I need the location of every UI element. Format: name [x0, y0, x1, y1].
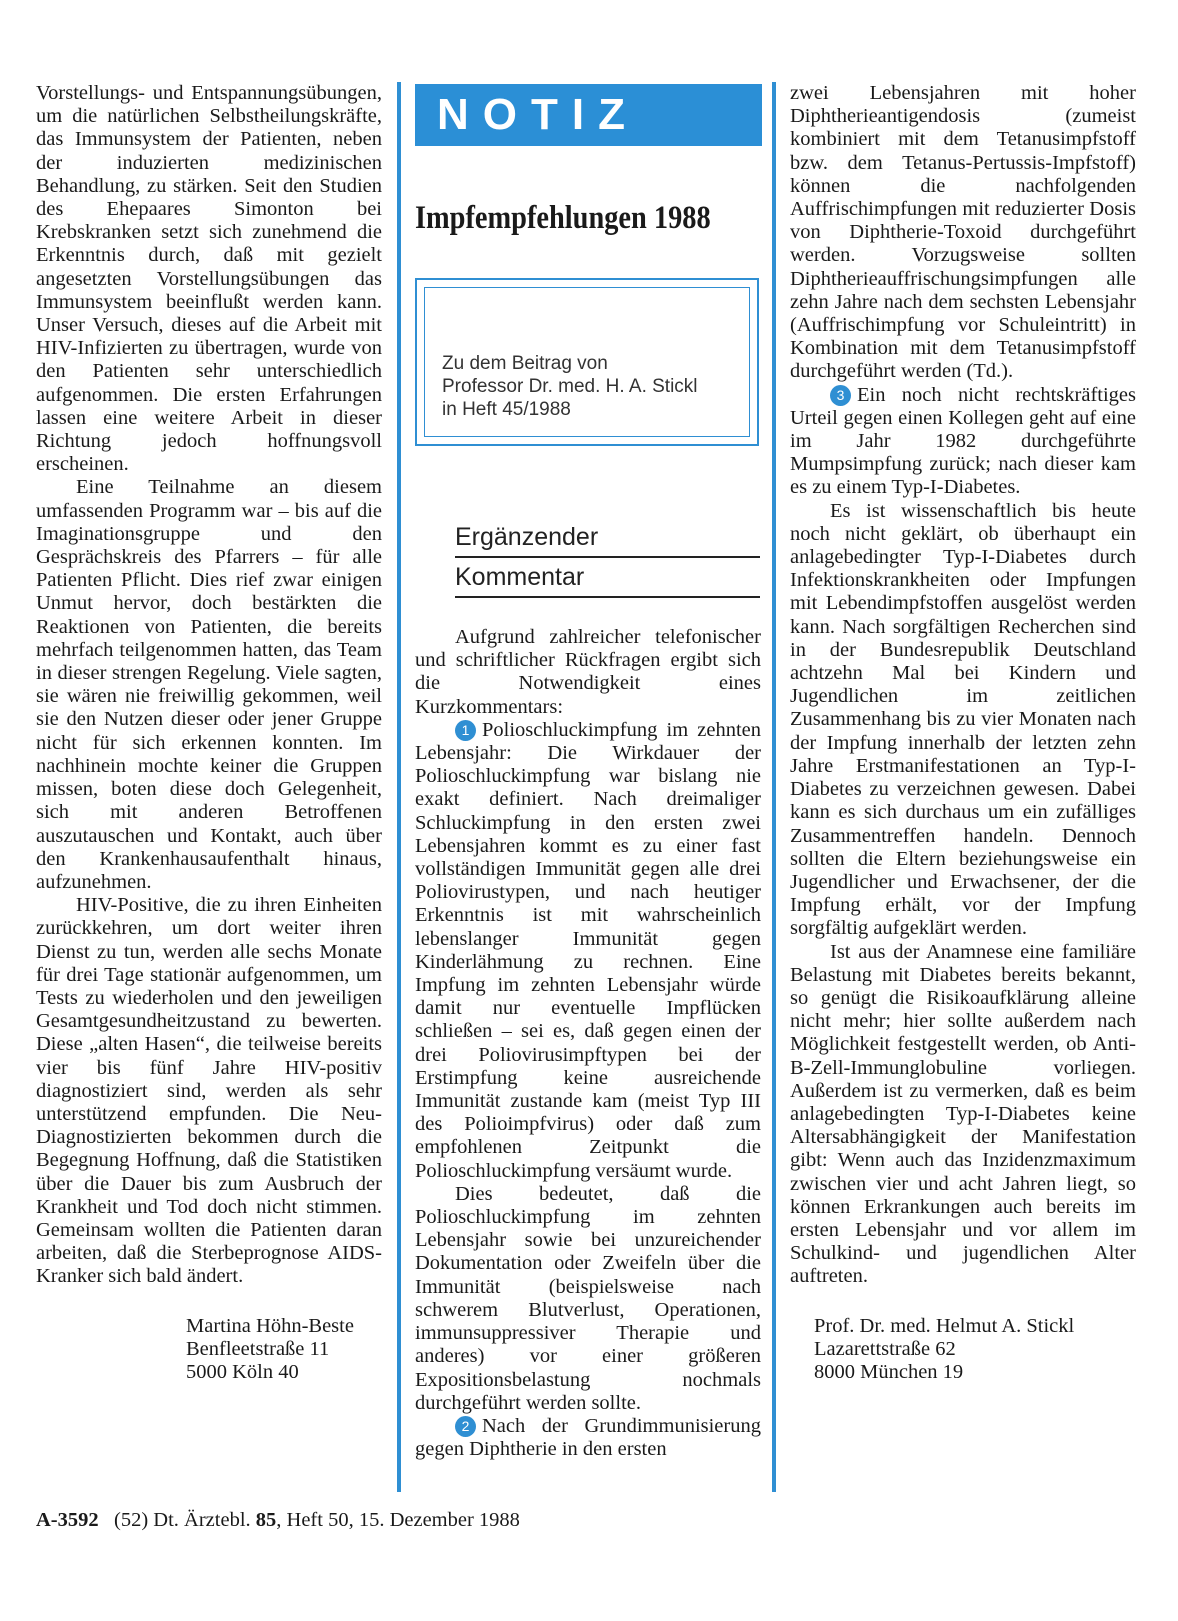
- middle-column: [415, 626, 761, 1461]
- page-number: A-3592: [36, 1509, 99, 1531]
- right-column: [790, 82, 1136, 1384]
- mid-item-2-text: Nach der Grundimmunisierung gegen Diphtherie in den ersten: [415, 1414, 761, 1461]
- reference-line-3: in Heft 45/1988: [442, 399, 571, 420]
- banner-label: NOTIZ: [437, 90, 639, 139]
- left-column: [36, 82, 382, 1384]
- reference-line-1: Zu dem Beitrag von: [442, 353, 608, 374]
- number-2-icon: 2: [455, 1416, 476, 1437]
- left-paragraph-2: Eine Teilnahme an diesem umfassenden Programm war – bis auf die Imaginationsgruppe und den Gesprächskreis des Pfarrers – für alle Patienten Pflicht. Dies rief zwar einigen Unmut hervor, doch bestärkten die Reaktionen von Patienten, die bereits mehrfach teilgenommen hatten, das Team in dieser strengen Regelung. Viele sagten, sie wären nie freiwillig gekommen, weil sie den Nutzen dieser oder jener Gruppe nicht für sich erkennen konnten. Im nachhinein mochte keiner die Gruppen missen, boten diese doch Gelegenheit, sich mit anderen Betroffenen auszutauschen und Kontakt, auch über den Krankenhausaufenthalt hinaus, aufzunehmen.: [36, 476, 382, 893]
- number-3-icon: 3: [830, 385, 851, 406]
- right-paragraph-3: Ist aus der Anamnese eine familiäre Belastung mit Diabetes bereits bekannt, so genügt die Risikoaufklärung alleine nicht mehr; hier sollte außerdem nach Möglichkeit festgestellt werden, ob Anti-B-Zell-Immunglobuline vorliegen. Außerdem ist zu vermerken, daß es beim anlagebedingten Typ-I-Diabetes keine Altersabhängigkeit der Manifestation gibt: Wenn auch das Inzidenzmaximum zwischen vier und acht Jahren liegt, so können Erkrankungen auch bereits im ersten Lebensjahr und vor allem im Schulkind- und jugendlichen Alter auftreten.: [790, 940, 1136, 1288]
- author-street: Benfleetstraße 11: [186, 1337, 330, 1360]
- mid-item-2: [415, 1415, 761, 1461]
- page-footer: [36, 1508, 520, 1532]
- mid-item-1: [415, 719, 761, 1183]
- left-paragraph-3: HIV-Positive, die zu ihren Einheiten zurückkehren, um dort weiter ihren Dienst zu tun, werden alle sechs Monate für drei Tage stationär aufgenommen, um Tests zu wiederholen und den jeweiligen Gesamtgesundheitzustand zu bewerten. Diese „alten Hasen“, die teilweise bereits vier bis fünf Jahre HIV-positiv diagnostiziert sind, werden als sehr unterstützend empfunden. Die Neu-Diagnostizierten bekommen durch die Begegnung Hoffnung, daß die Statistiken über die Dauer bis zum Ausbruch der Krankheit und Tod doch nicht stimmen. Gemeinsam wollten die Patienten daran arbeiten, daß die Sterbeprognose AIDS-Kranker sich bald ändert.: [36, 894, 382, 1288]
- author-city: 8000 München 19: [814, 1360, 964, 1383]
- right-paragraph-2: Es ist wissenschaftlich bis heute noch nicht geklärt, ob überhaupt ein anlagebedingter Typ-I-Diabetes durch Infektionskrankheiten oder Impfungen mit Lebendimpfstoffen ausgelöst werden kann. Nach sorgfältigen Recherchen sind in der Bundesrepublik Deutschland achtzehn Mal bei Kindern und Jugendlichen im zeitlichen Zusammenhang bis zu vier Monaten nach der Impfung innerhalb der letzten zehn Jahre Erstmanifestationen an Typ-I-Diabetes zu verzeichnen gewesen. Dabei kann es sich durchaus um ein zufälliges Zusammentreffen handeln. Dennoch sollten die Eltern beziehungsweise ein Jugendlicher und Erwachsener, der die Impfung erhält, vor der Impfung sorgfältig aufgeklärt werden.: [790, 499, 1136, 940]
- author-address-left: [36, 1315, 382, 1385]
- column-divider-left: [397, 82, 401, 1492]
- reference-line-2: Professor Dr. med. H. A. Stickl: [442, 376, 698, 397]
- reference-text: [442, 352, 752, 421]
- subhead-line-1: Ergänzender: [455, 522, 760, 558]
- author-street: Lazarettstraße 62: [814, 1337, 956, 1360]
- right-paragraph-1: zwei Lebensjahren mit hoher Diphtherieantigendosis (zumeist kombiniert mit dem Tetanusimpfstoff bzw. dem Tetanus-Pertussis-Impfstoff) können die nachfolgenden Auffrischimpfungen mit reduzierter Dosis von Diphtherie-Toxoid durchgeführt werden. Vorzugsweise sollten Diphtherieauffrischungsimpfungen alle zehn Jahre nach dem sechsten Lebensjahr (Auffrischimpfung vor Schuleintritt) in Kombination mit dem Tetanusimpfstoff durchgeführt werden (Td.).: [790, 82, 1136, 383]
- mid-intro-paragraph: Aufgrund zahlreicher telefonischer und schriftlicher Rückfragen ergibt sich die Notwendigkeit eines Kurzkommentars:: [415, 626, 761, 718]
- column-divider-right: [772, 82, 776, 1492]
- subhead-line-2: Kommentar: [455, 562, 760, 598]
- journal-citation: (52) Dt. Ärztebl.: [114, 1509, 251, 1531]
- author-city: 5000 Köln 40: [186, 1360, 299, 1383]
- author-name: Martina Höhn-Beste: [186, 1314, 354, 1337]
- right-item-3: [790, 384, 1136, 500]
- mid-paragraph-2: Dies bedeutet, daß die Polioschluckimpfung im zehnten Lebensjahr sowie bei unzureichender Dokumentation oder Zweifeln über die Immunität (beispielsweise nach schwerem Blutverlust, Operationen, immunsuppressiver Therapie und anderes) vor einer größeren Expositionsbelastung nochmals durchgeführt werden sollte.: [415, 1182, 761, 1414]
- mid-item-1-text: Polioschluckimpfung im zehnten Lebensjahr: Die Wirkdauer der Polioschluckimpfung war bislang nie exakt definiert. Nach dreimaliger Schluckimpfung in den ersten zwei Lebensjahren kommt es zu einer fast vollständigen Immunität gegen alle drei Poliovirustypen, und nach heutiger Erkenntnis ist mit wahrscheinlich lebenslanger Immunität gegen Kinderlähmung zu rechnen. Eine Impfung im zehnten Lebensjahr würde damit nur eventuelle Impflücken schließen – sei es, daß gegen einen der drei Poliovirusimpftypen bei der Erstimpfung keine ausreichende Immunität zustande kam (meist Typ III des Polioimpfvirus) oder daß zum empfohlenen Zeitpunkt die Polioschluckimpfung versäumt wurde.: [415, 718, 761, 1182]
- journal-volume: 85: [255, 1509, 277, 1531]
- author-name: Prof. Dr. med. Helmut A. Stickl: [814, 1314, 1075, 1337]
- author-address-right: [790, 1315, 1136, 1385]
- notiz-banner: [415, 84, 762, 146]
- reference-box: [415, 278, 759, 446]
- left-paragraph-1: Vorstellungs- und Entspannungsübungen, um die natürlichen Selbstheilungskräfte, das Immunsystem der Patienten, neben der induzierten medizinischen Behandlung, zu stärken. Seit den Studien des Ehepaares Simonton bei Krebskranken setzt sich zunehmend die Erkenntnis durch, daß mit gezielt angesetzten Vorstellungsübungen das Immunsystem beeinflußt werden kann. Unser Versuch, dieses auf die Arbeit mit HIV-Infizierten zu übertragen, wurde von den Patienten sehr unterschiedlich aufgenommen. Die ersten Erfahrungen lassen eine weitere Arbeit in dieser Richtung jedoch hoffnungsvoll erscheinen.: [36, 82, 382, 476]
- article-headline: Impfempfehlungen 1988: [415, 200, 711, 236]
- right-item-3-text: Ein noch nicht rechtskräftiges Urteil gegen einen Kollegen geht auf eine im Jahr 1982 durchgeführte Mumpsimpfung zurück; nach dieser kam es zu einem Typ-I-Diabetes.: [790, 383, 1136, 499]
- number-1-icon: 1: [455, 720, 476, 741]
- issue-date: , Heft 50, 15. Dezember 1988: [276, 1509, 520, 1531]
